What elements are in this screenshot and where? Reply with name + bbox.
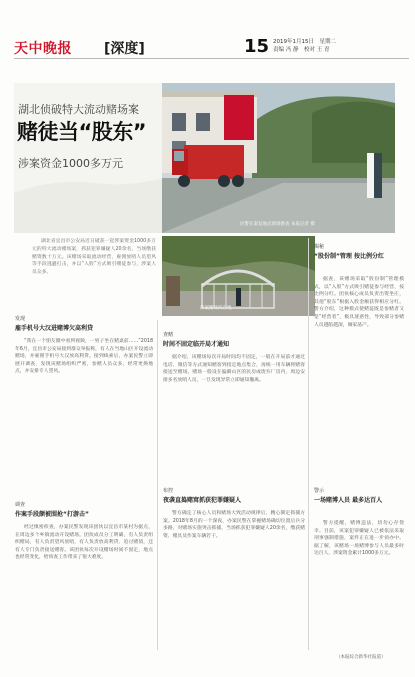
headline-kicker: 湖北侦破特大流动赌场案	[18, 103, 139, 116]
section-label-right-top: 揭秘	[314, 244, 325, 250]
page-number: 15	[244, 36, 270, 57]
page-title: 赌徒当“股东”	[17, 120, 147, 144]
section-title-investigation: 作案手段颇被围抢“打游击”	[15, 511, 89, 518]
column-divider	[308, 238, 309, 650]
section-body-investigation	[15, 524, 153, 650]
gate-photo-caption: 涉案赌场所在地	[200, 306, 232, 311]
main-photo	[162, 83, 395, 233]
date-line: 2019年1月15日 星期二	[273, 39, 336, 45]
section-title-right-bottom: 一场赌博人员 最多达百人	[314, 497, 383, 504]
column-divider	[157, 320, 158, 650]
gate-scene-illustration	[162, 236, 315, 316]
section-text-middle-top: 据介绍，该赌场每次开局时间均不固定，一般在开局前才通过电话、微信等方式通知赌客到指定地点集合，再统一用车辆将赌客接送至赌场。赌场一般设在偏僻山区的民房或废弃厂房内，周边安排多名放哨人员，一旦发现异常立即通知撤离。	[163, 355, 305, 383]
section-text-right-bottom: 警方提醒，赌博违法，切勿心存侥幸。目前，该案犯罪嫌疑人已被依法采取刑事强制措施，案件正在进一步侦办中。据了解，该赌场一场赌博参与人员最多时达百人，涉案资金累计1000多万元。	[314, 521, 404, 557]
lead-paragraph: 湖北省宜昌市公安局近日破获一起涉案资金1000多万元的特大流动赌场案，抓获犯罪嫌疑人20余名，当场缴获赌资数十万元。该赌场采取流动经营、雇佣放哨人员望风等手段逃避打击，并以“入股”方式吸引赌徒参与，涉案人员众多。	[32, 239, 156, 276]
staff-line: 责编 冯 静 校对 王 青	[273, 47, 330, 53]
newspaper-logo: 天中晚报	[14, 41, 72, 57]
section-label-discovery: 发现	[15, 316, 26, 322]
section-body-discovery	[15, 338, 153, 474]
section-text-investigation: 经过缜密侦查，办案民警发现该团伙以宜昌市某村为据点，在周边多个乡镇流动开设赌场。团伙成员分工明确，有人负责组织赌局，有人负责望风放哨，有人负责放高利贷、追讨赌债，还有人专门负责接送赌客。该团伙每次开设赌场时间不固定，地点也经常变化，给侦查工作带来了很大难度。	[15, 525, 153, 561]
section-title-discovery: 雇手机号大汉进赌博欠高利贷	[15, 325, 94, 332]
main-photo-caption: 民警在案发地点现场勘查 本报记者 摄	[240, 222, 315, 227]
section-body-middle-top	[163, 354, 305, 480]
section-label-investigation: 调查	[15, 502, 26, 508]
section-label-right-bottom: 警示	[314, 488, 325, 494]
masthead	[14, 38, 409, 60]
section-title-middle-top: 时间不固定临开局才通知	[163, 341, 230, 348]
gate-photo	[162, 236, 315, 316]
section-body-middle-bottom	[163, 510, 305, 650]
masthead-rule	[14, 58, 409, 59]
section-label: [深度]	[104, 41, 145, 57]
truck-scene-illustration	[162, 83, 395, 233]
section-body-right-bottom	[314, 520, 404, 648]
date-block	[273, 38, 383, 54]
section-title-right-top: “股份制”管理 按比例分红	[314, 253, 384, 260]
section-text-discovery: “我在一个朋友圈中看到视频，一男子坐在赌桌前……”2018年6月，宜昌市公安局接到群众举报称，有人在当地山区开设流动赌场，并雇佣手机号大汉放高利贷。接到线索后，办案民警立即展开调查，发现该赌场组织严密，参赌人员众多，经常更换地点，并安排专人望风。	[15, 339, 153, 375]
section-label-middle-bottom: 布控	[163, 488, 174, 494]
section-text-middle-bottom: 警方确定了核心人员和赌场大致活动规律后，精心制定抓捕方案。2018年8月的一个深夜，办案民警在掌握赌场确切位置后兵分多路，对赌场实施突击抓捕，当场抓获犯罪嫌疑人20余名，缴获赌资、赌具及作案车辆若干。	[163, 511, 305, 539]
section-title-middle-bottom: 夜袭直捣赌窝抓获犯罪嫌疑人	[163, 497, 242, 504]
source-note: （本报综合新华社报道）	[336, 655, 386, 660]
section-label-middle-top: 查赌	[163, 332, 174, 338]
headline-subtitle: 涉案资金1000多万元	[18, 157, 123, 170]
section-text-right-top: 据查，该赌场采取“股份制”管理模式，以“入股”方式吸引赌徒参与经营，按比例分红。团伙核心成员负责出资坐庄，其他“股东”根据入股金额获得相应分红。警方介绍，这种模式使赌徒既是参赌者又是“经营者”，极具迷惑性，导致部分参赌人员越陷越深，倾家荡产。	[314, 277, 404, 328]
section-body-right-top	[314, 276, 404, 482]
